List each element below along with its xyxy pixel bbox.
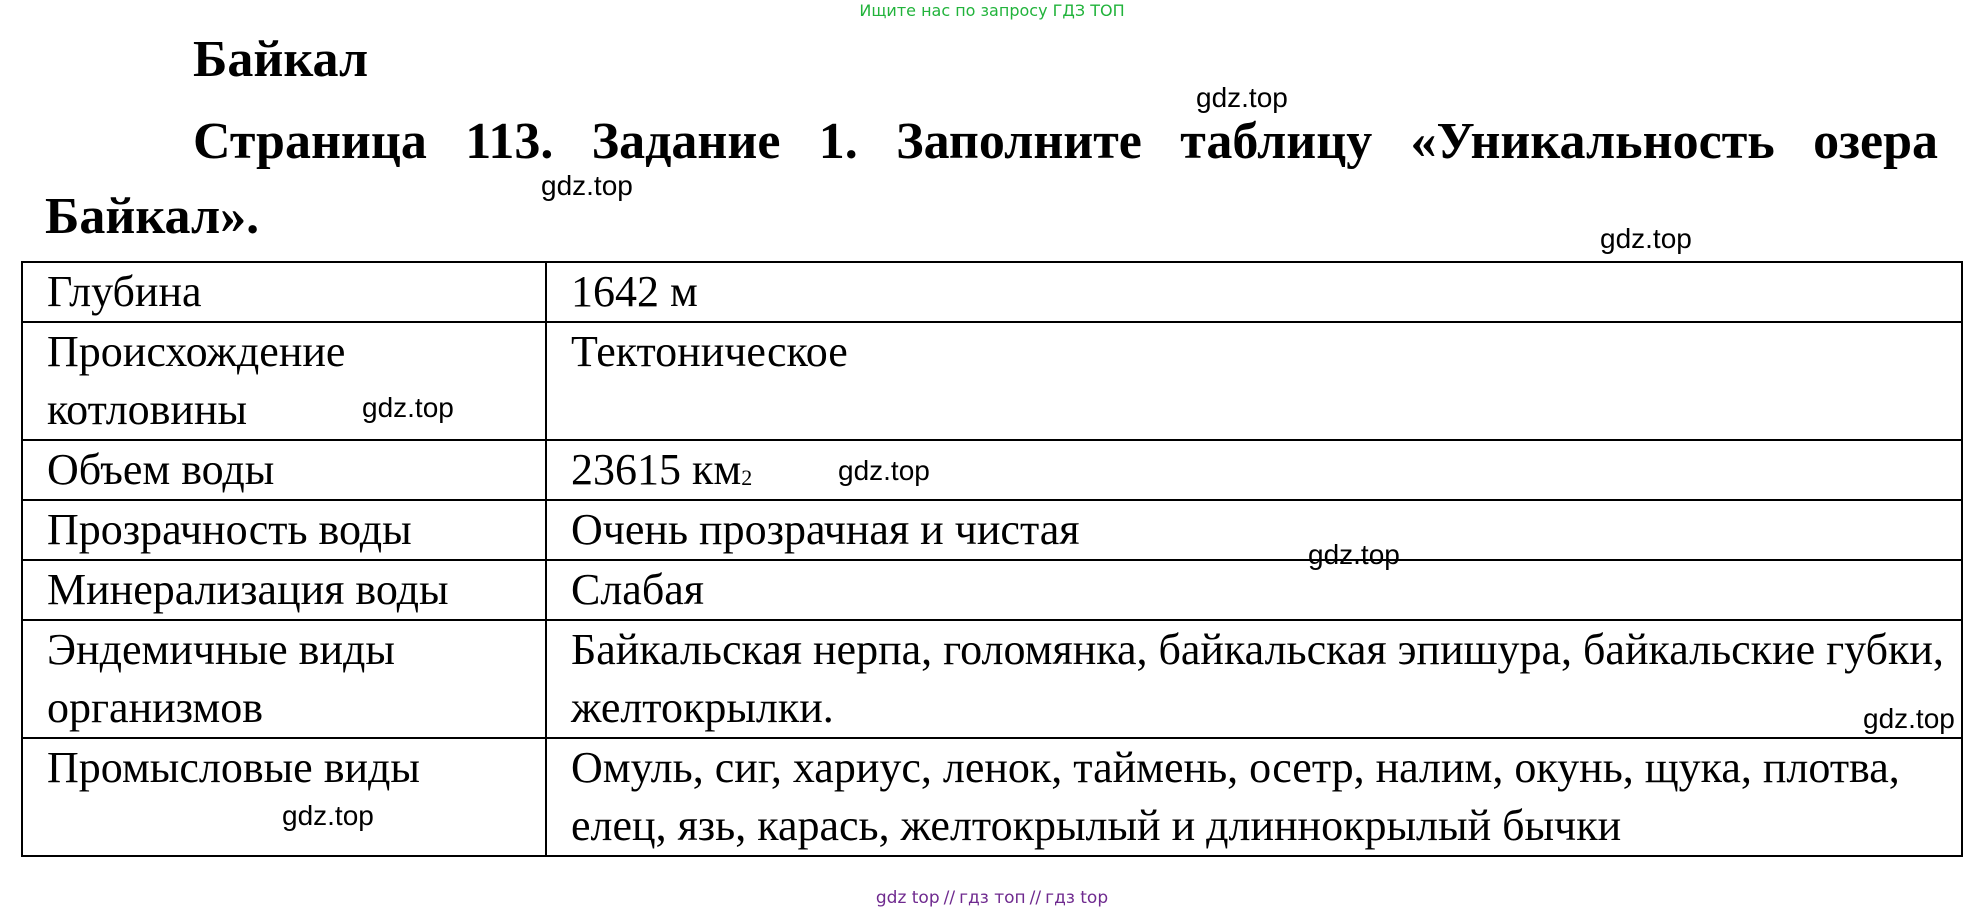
row-label: Происхождение котловины	[22, 322, 546, 440]
watermark: gdz.top	[282, 800, 374, 831]
table-row	[22, 738, 1962, 856]
table-row	[22, 500, 1962, 560]
table-row	[22, 440, 1962, 500]
table-row	[22, 560, 1962, 620]
row-label: Прозрачность воды	[22, 500, 546, 560]
footer-link[interactable]: гдз топ	[959, 888, 1026, 908]
footer-link[interactable]: гдз top	[1045, 888, 1109, 908]
uniqueness-table	[21, 261, 1963, 857]
row-label: Глубина	[22, 262, 546, 322]
row-value: Очень прозрачная и чистая	[546, 500, 1962, 560]
table-row	[22, 620, 1962, 738]
footer-separator: //	[943, 888, 956, 908]
watermark: gdz.top	[541, 170, 633, 201]
row-label: Объем воды	[22, 440, 546, 500]
row-value: Тектоническое	[546, 322, 1962, 440]
watermark: gdz.top	[1863, 703, 1955, 734]
watermark: gdz.top	[362, 392, 454, 423]
superscript: 2	[741, 465, 753, 490]
watermark: gdz.top	[1308, 539, 1400, 570]
row-value: Байкальская нерпа, голомянка, байкальская эпишура, байкальские губки, желтокрылки.	[546, 620, 1962, 738]
footer-links	[0, 888, 1984, 908]
task-heading: Страница 113. Задание 1. Заполните таблицу «Уникальность озера Байкал».	[45, 113, 1938, 245]
row-value	[546, 440, 1962, 500]
row-label: Минерализация воды	[22, 560, 546, 620]
row-label: Промысловые виды	[22, 738, 546, 856]
top-search-note: Ищите нас по запросу ГДЗ ТОП	[859, 1, 1125, 20]
row-value: 1642 м	[546, 262, 1962, 322]
row-value-text: 23615 км	[571, 445, 742, 494]
row-label: Эндемичные виды организмов	[22, 620, 546, 738]
table-row	[22, 262, 1962, 322]
watermark: gdz.top	[838, 455, 930, 486]
table-row	[22, 322, 1962, 440]
row-value: Омуль, сиг, хариус, ленок, таймень, осетр, налим, окунь, щука, плотва, елец, язь, карась, желтокрылый и длиннокрылый бычки	[546, 738, 1962, 856]
footer-link[interactable]: gdz top	[875, 888, 940, 908]
watermark: gdz.top	[1196, 82, 1288, 113]
row-value: Слабая	[546, 560, 1962, 620]
watermark: gdz.top	[1600, 223, 1692, 254]
footer-separator: //	[1029, 888, 1042, 908]
page-title: Байкал	[193, 31, 369, 88]
